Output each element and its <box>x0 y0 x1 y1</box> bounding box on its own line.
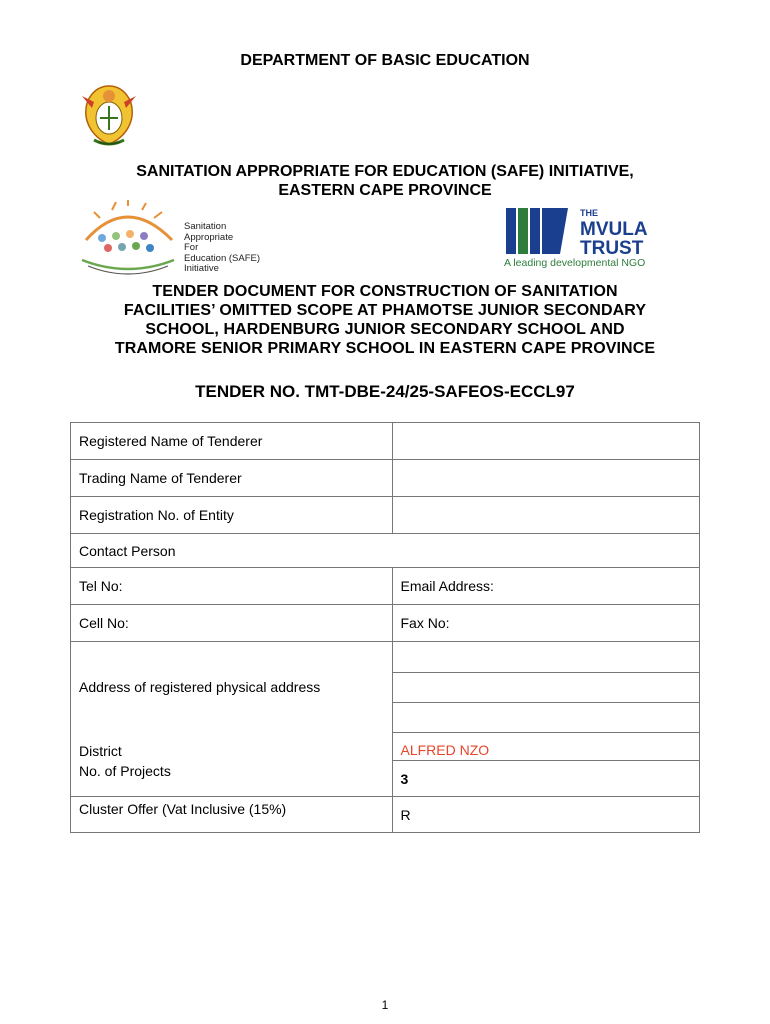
form-row-district-projects <box>71 733 700 761</box>
tender-title <box>50 282 720 358</box>
form-row-projects <box>71 761 700 797</box>
mvula-name-1: MVULA <box>580 219 648 240</box>
safe-logo-text <box>184 222 260 275</box>
registered-name-field[interactable] <box>392 423 700 460</box>
form-row-registered-name <box>71 423 700 460</box>
page-number: 1 <box>381 998 389 1012</box>
trading-name-field[interactable] <box>392 460 700 497</box>
form-row-trading-name <box>71 460 700 497</box>
district-label: District <box>71 733 393 761</box>
safe-logo-line: Education (SAFE) <box>184 252 261 264</box>
coat-of-arms-icon <box>78 78 140 150</box>
fax-label: Fax No: <box>400 615 450 631</box>
email-label: Email Address: <box>400 578 494 594</box>
initiative-line-2: EASTERN CAPE PROVINCE <box>278 182 492 199</box>
tender-title-line: TENDER DOCUMENT FOR CONSTRUCTION OF SANITATION <box>152 283 618 300</box>
safe-logo-line: Appropriate <box>184 231 234 243</box>
safe-logo-icon <box>72 200 184 278</box>
tel-field[interactable] <box>71 568 393 605</box>
initiative-title <box>40 162 730 200</box>
district-value: ALFRED NZO <box>392 733 700 761</box>
form-row-tel-email <box>71 568 700 605</box>
form-row-address-1 <box>71 642 700 673</box>
initiative-line-1: SANITATION APPROPRIATE FOR EDUCATION (SAFE) INITIATIVE, <box>136 163 634 180</box>
tender-number: TENDER NO. TMT-DBE-24/25-SAFEOS-ECCL97 <box>195 382 575 401</box>
fax-field[interactable] <box>392 605 700 642</box>
address-line-2-field[interactable] <box>392 673 700 703</box>
safe-logo-line: For <box>184 242 199 253</box>
safe-logo-line: Sanitation <box>184 221 227 232</box>
tenderer-details-form <box>70 422 700 833</box>
address-line-1-field[interactable] <box>392 642 700 673</box>
department-title: DEPARTMENT OF BASIC EDUCATION <box>240 52 530 69</box>
projects-label: No. of Projects <box>71 761 393 797</box>
address-label: Address of registered physical address <box>71 642 393 733</box>
registered-name-label: Registered Name of Tenderer <box>71 423 393 460</box>
registration-no-label: Registration No. of Entity <box>71 497 393 534</box>
cluster-offer-field[interactable] <box>392 797 700 833</box>
safe-logo-line: Initiative <box>184 263 219 274</box>
form-row-contact-person <box>71 534 700 568</box>
address-line-3-field[interactable] <box>392 703 700 733</box>
tel-label: Tel No: <box>79 578 123 594</box>
mvula-tagline: A leading developmental NGO <box>504 257 646 269</box>
contact-person-field[interactable] <box>71 534 700 568</box>
mvula-name-2: TRUST <box>580 238 644 259</box>
tender-title-line: SCHOOL, HARDENBURG JUNIOR SECONDARY SCHOOL AND <box>145 321 625 338</box>
contact-person-label: Contact Person <box>79 542 176 559</box>
cell-label: Cell No: <box>79 615 129 631</box>
trading-name-label: Trading Name of Tenderer <box>71 460 393 497</box>
tender-title-line: FACILITIES’ OMITTED SCOPE AT PHAMOTSE JUNIOR SECONDARY <box>123 302 647 319</box>
cluster-offer-value: R <box>400 806 411 823</box>
safe-logo <box>72 200 287 278</box>
mvula-trust-logo <box>502 204 672 270</box>
email-field[interactable] <box>392 568 700 605</box>
form-row-registration-no <box>71 497 700 534</box>
cell-field[interactable] <box>71 605 393 642</box>
form-row-cell-fax <box>71 605 700 642</box>
registration-no-field[interactable] <box>392 497 700 534</box>
tender-title-line: TRAMORE SENIOR PRIMARY SCHOOL IN EASTERN CAPE PROVINCE <box>114 340 656 357</box>
cluster-offer-label: Cluster Offer (Vat Inclusive (15%) <box>71 797 393 833</box>
mvula-the: THE <box>580 208 598 218</box>
form-row-cluster-offer <box>71 797 700 833</box>
projects-value: 3 <box>392 761 700 797</box>
